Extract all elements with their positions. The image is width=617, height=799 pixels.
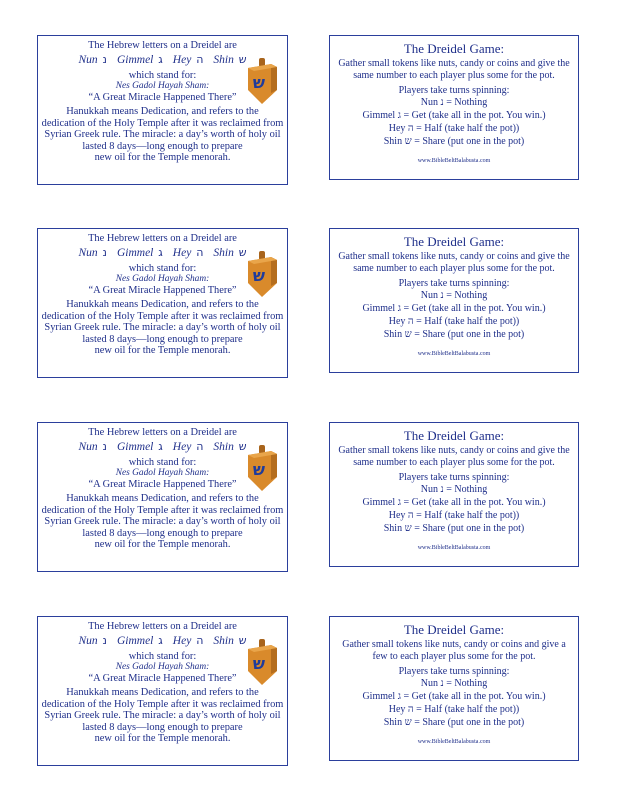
body-line: Syrian Greek rule. The miracle: a day’s worth of holy oil: [44, 322, 281, 334]
letter-name: Gimmel: [116, 441, 154, 453]
rule-gimmel: Gimmel ג = Get (take all in the pot. You win.): [362, 303, 546, 314]
rule-nun: Nun נ = Nothing: [420, 97, 488, 108]
instruction-line: same number to each player plus some for the pot.: [353, 69, 555, 81]
body-line: new oil for the Temple menorah.: [94, 539, 231, 551]
dreidel-letter: ש: [252, 266, 266, 285]
body-line: dedication of the Holy Temple after it was reclaimed from: [41, 504, 284, 516]
body-line: Syrian Greek rule. The miracle: a day’s worth of holy oil: [44, 129, 281, 141]
letter-name: Hey: [172, 54, 192, 66]
hanukkah-explanation: [38, 106, 287, 164]
letters-heading: The Hebrew letters on a Dreidel are: [88, 40, 237, 51]
rule-shin: Shin ש = Share (put one in the pot): [383, 136, 525, 147]
website-credit: www.BibleBeltBalabusta.com: [417, 545, 491, 551]
rule-hey: Hey ה = Half (take half the pot)): [388, 510, 520, 521]
letter-name: Hey: [172, 247, 192, 259]
hebrew-letter: ש: [238, 440, 247, 453]
rule-hey: Hey ה = Half (take half the pot)): [388, 704, 520, 715]
hebrew-letter: ש: [238, 246, 247, 259]
nes-gadol-text: Nes Gadol Hayah Sham:: [115, 662, 210, 672]
body-line: new oil for the Temple menorah.: [94, 345, 231, 357]
rule-shin: Shin ש = Share (put one in the pot): [383, 523, 525, 534]
body-line: Syrian Greek rule. The miracle: a day’s worth of holy oil: [44, 710, 281, 722]
body-line: lasted 8 days—long enough to prepare: [82, 333, 243, 345]
players-heading: Players take turns spinning:: [398, 85, 510, 96]
body-line: Hanukkah means Dedication, and refers to the: [66, 106, 259, 117]
stand-for-text: which stand for:: [128, 263, 197, 274]
nes-gadol-text: Nes Gadol Hayah Sham:: [115, 81, 210, 91]
dreidel-letters-card: [37, 422, 288, 572]
hebrew-letter: ה: [196, 634, 204, 647]
hebrew-letter: ג: [158, 246, 163, 259]
dreidel-icon: [245, 57, 279, 105]
hebrew-letter: ש: [238, 53, 247, 66]
rule-shin: Shin ש = Share (put one in the pot): [383, 329, 525, 340]
game-title: The Dreidel Game:: [403, 234, 505, 249]
letter-name: Nun: [78, 441, 98, 453]
letters-heading: The Hebrew letters on a Dreidel are: [88, 621, 237, 632]
dreidel-letters-card: [37, 228, 288, 378]
hebrew-letter: ג: [158, 440, 163, 453]
game-instructions: [330, 639, 578, 662]
letter-name: Gimmel: [116, 635, 154, 647]
nes-gadol-text: Nes Gadol Hayah Sham:: [115, 468, 210, 478]
letters-heading: The Hebrew letters on a Dreidel are: [88, 233, 237, 244]
letter-name: Nun: [78, 635, 98, 647]
players-heading: Players take turns spinning:: [398, 278, 510, 289]
body-line: new oil for the Temple menorah.: [94, 152, 231, 164]
instruction-line: same number to each player plus some for the pot.: [353, 262, 555, 274]
hebrew-letter: נ: [102, 246, 107, 259]
dreidel-icon: [245, 444, 279, 492]
instruction-line: Gather small tokens like nuts, candy or coins and give the: [338, 58, 570, 69]
hebrew-letter: ה: [196, 246, 204, 259]
stand-for-text: which stand for:: [128, 651, 197, 662]
letter-name: Shin: [213, 247, 234, 259]
website-credit: www.BibleBeltBalabusta.com: [417, 158, 491, 164]
letter-name: Shin: [213, 441, 234, 453]
stand-for-text: which stand for:: [128, 70, 197, 81]
game-instructions: [330, 251, 578, 274]
body-line: new oil for the Temple menorah.: [94, 733, 231, 745]
rule-gimmel: Gimmel ג = Get (take all in the pot. You win.): [362, 110, 546, 121]
body-line: lasted 8 days—long enough to prepare: [82, 527, 243, 539]
instruction-line: same number to each player plus some for the pot.: [353, 456, 555, 468]
letter-name: Shin: [213, 54, 234, 66]
website-credit: www.BibleBeltBalabusta.com: [417, 739, 491, 745]
rule-hey: Hey ה = Half (take half the pot)): [388, 123, 520, 134]
dreidel-game-card: [329, 616, 579, 761]
dreidel-icon: [245, 638, 279, 686]
hebrew-letter: ג: [158, 53, 163, 66]
dreidel-letters-card: [37, 35, 288, 185]
hanukkah-explanation: [38, 493, 287, 551]
players-heading: Players take turns spinning:: [398, 666, 510, 677]
letters-heading: The Hebrew letters on a Dreidel are: [88, 427, 237, 438]
dreidel-letter: ש: [252, 73, 266, 92]
rule-hey: Hey ה = Half (take half the pot)): [388, 316, 520, 327]
dreidel-letter: ש: [252, 654, 266, 673]
rule-gimmel: Gimmel ג = Get (take all in the pot. You win.): [362, 691, 546, 702]
rule-nun: Nun נ = Nothing: [420, 678, 488, 689]
letter-name: Gimmel: [116, 247, 154, 259]
game-instructions: [330, 445, 578, 468]
body-line: dedication of the Holy Temple after it was reclaimed from: [41, 698, 284, 710]
players-heading: Players take turns spinning:: [398, 472, 510, 483]
instruction-line: Gather small tokens like nuts, candy or coins and give a: [342, 639, 566, 650]
miracle-quote: “A Great Miracle Happened There”: [88, 479, 237, 490]
rule-gimmel: Gimmel ג = Get (take all in the pot. You win.): [362, 497, 546, 508]
letter-name: Shin: [213, 635, 234, 647]
letter-name: Nun: [78, 247, 98, 259]
hebrew-letter: ה: [196, 440, 204, 453]
body-line: dedication of the Holy Temple after it was reclaimed from: [41, 117, 284, 129]
hebrew-letter: ה: [196, 53, 204, 66]
dreidel-letters-card: [37, 616, 288, 766]
body-line: Syrian Greek rule. The miracle: a day’s worth of holy oil: [44, 516, 281, 528]
body-line: Hanukkah means Dedication, and refers to the: [66, 299, 259, 310]
instruction-line: Gather small tokens like nuts, candy or coins and give the: [338, 445, 570, 456]
dreidel-game-card: [329, 422, 579, 567]
body-line: lasted 8 days—long enough to prepare: [82, 721, 243, 733]
rule-shin: Shin ש = Share (put one in the pot): [383, 717, 525, 728]
body-line: Hanukkah means Dedication, and refers to the: [66, 687, 259, 698]
hanukkah-explanation: [38, 299, 287, 357]
instruction-line: few to each player plus some for the pot.: [372, 650, 536, 662]
letter-name: Hey: [172, 635, 192, 647]
miracle-quote: “A Great Miracle Happened There”: [88, 285, 237, 296]
hebrew-letter: נ: [102, 53, 107, 66]
game-instructions: [330, 58, 578, 81]
dreidel-game-card: [329, 35, 579, 180]
rule-nun: Nun נ = Nothing: [420, 484, 488, 495]
letter-name: Gimmel: [116, 54, 154, 66]
hanukkah-explanation: [38, 687, 287, 745]
dreidel-icon: [245, 250, 279, 298]
rule-nun: Nun נ = Nothing: [420, 290, 488, 301]
instruction-line: Gather small tokens like nuts, candy or coins and give the: [338, 251, 570, 262]
hebrew-letter: נ: [102, 634, 107, 647]
hebrew-letter: ש: [238, 634, 247, 647]
dreidel-letter: ש: [252, 460, 266, 479]
dreidel-game-card: [329, 228, 579, 373]
letter-name: Nun: [78, 54, 98, 66]
letter-name: Hey: [172, 441, 192, 453]
hebrew-letter: ג: [158, 634, 163, 647]
game-title: The Dreidel Game:: [403, 41, 505, 56]
body-line: dedication of the Holy Temple after it was reclaimed from: [41, 310, 284, 322]
miracle-quote: “A Great Miracle Happened There”: [88, 673, 237, 684]
game-title: The Dreidel Game:: [403, 428, 505, 443]
hebrew-letter: נ: [102, 440, 107, 453]
stand-for-text: which stand for:: [128, 457, 197, 468]
game-title: The Dreidel Game:: [403, 622, 505, 637]
body-line: lasted 8 days—long enough to prepare: [82, 140, 243, 152]
body-line: Hanukkah means Dedication, and refers to the: [66, 493, 259, 504]
miracle-quote: “A Great Miracle Happened There”: [88, 92, 237, 103]
website-credit: www.BibleBeltBalabusta.com: [417, 351, 491, 357]
nes-gadol-text: Nes Gadol Hayah Sham:: [115, 274, 210, 284]
